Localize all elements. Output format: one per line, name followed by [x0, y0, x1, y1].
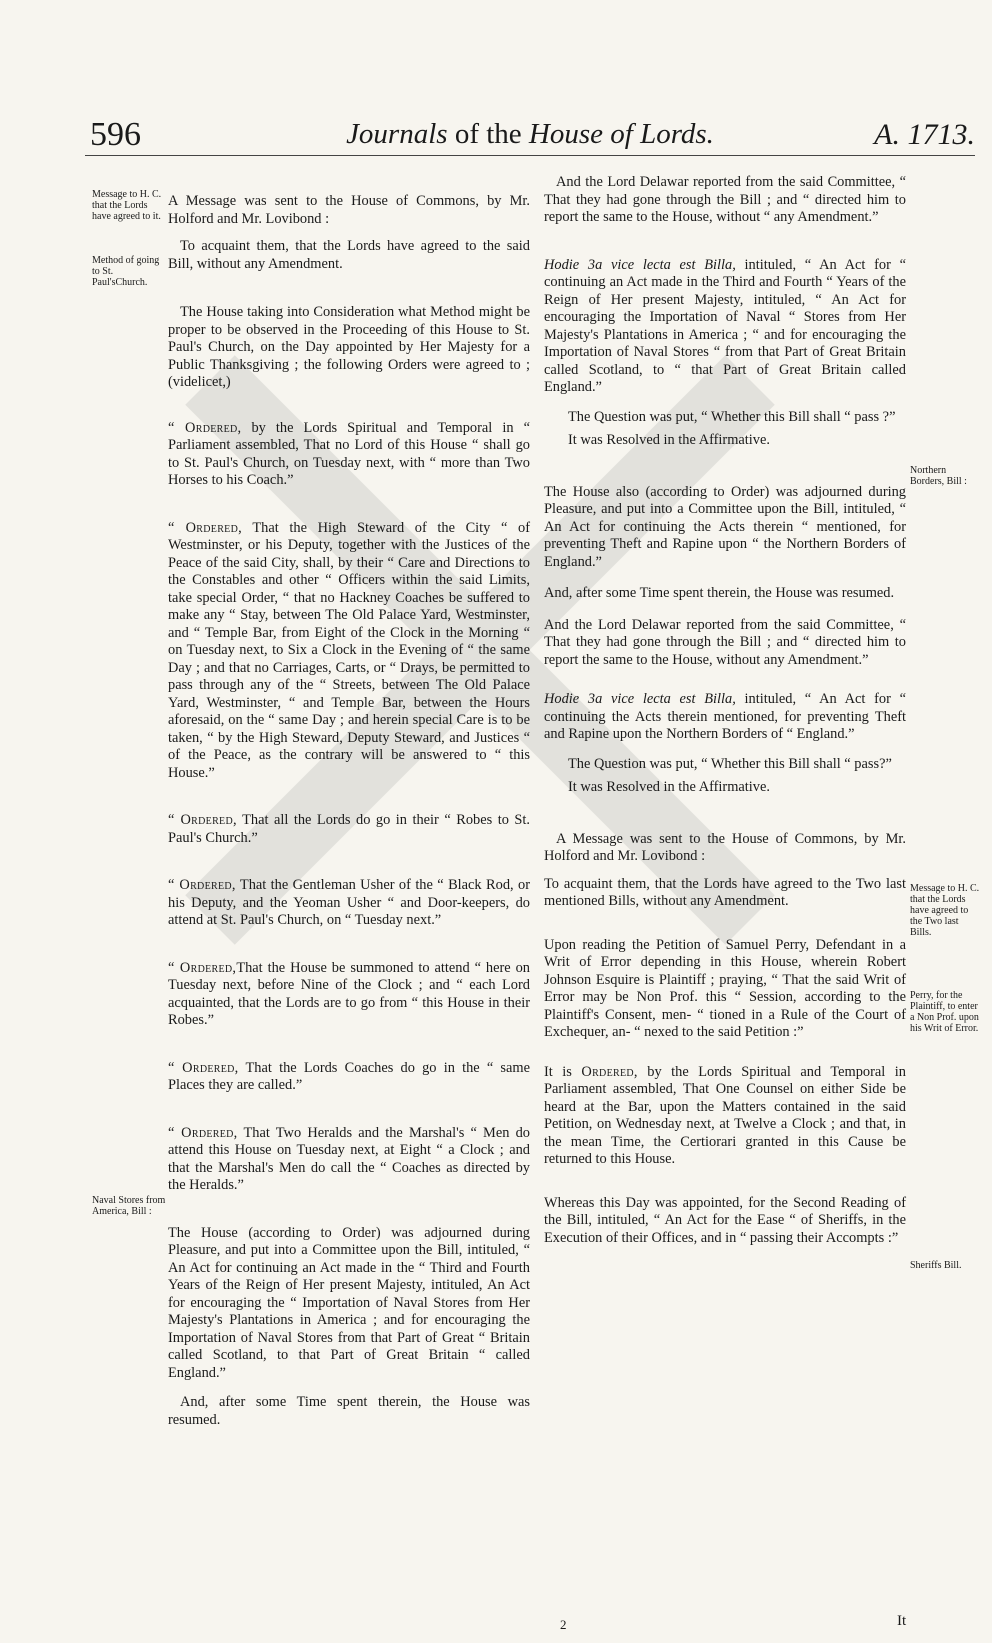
order-paragraph [168, 812, 530, 847]
paragraph: A Message was sent to the House of Commons, by Mr. Holford and Mr. Lovibond : [544, 830, 906, 864]
margin-note-message-two-bills: Message to H. C. that the Lords have agreed to the Two last Bills. [910, 883, 980, 938]
order-paragraph [168, 960, 530, 1030]
margin-note-message-hc: Message to H. C. that the Lords have agreed to it. [92, 189, 162, 222]
question-line: The Question was put, “ Whether this Bill shall “ pass ?” [568, 408, 896, 425]
title-of: of the [447, 118, 529, 150]
margin-note-perry: Perry, for the Plaintiff, to enter a Non Prof. upon his Writ of Error. [910, 990, 979, 1034]
order-paragraph [168, 1125, 530, 1195]
paragraph: The House (according to Order) was adjourned during Pleasure, and put into a Committee upon the Bill, intituled, “ An Act for continuing an Act made in the “ Third and Fourth Years of the Reign of Her present Majesty, intituled, An Act for encouraging the “ Importation of Naval Stores from Her Majesty's Plantations in America ; and for encouraging the Importation of Naval Stores from that Part of Great “ Britain called Scotland, to that Part of Great Britain “ called England.” [168, 1224, 530, 1381]
paragraph: The House taking into Consideration what Method might be proper to be observed in the Proceeding of this House to St. Paul's Church, on the Day appointed by Her Majesty for a Public Thanksgiving ; the following Orders were agreed to ; (videlicet,) [168, 304, 530, 390]
paragraph [544, 257, 906, 397]
paragraph-text: by the Lords Spiritual and Temporal in Parliament assembled, That One Counsel on either Side be heard at the Bar, upon the Matters contained in the said Petition, on Wednesday next, at Twelve a Clock ; and that, in the mean Time, the Certiorari granted in this Cause be returned to this House. [544, 1063, 906, 1167]
paragraph: And, after some Time spent therein, the House was resumed. [168, 1394, 530, 1428]
order-text: That the House be summoned to attend “ here on Tuesday next, before Nine of the Clock ; and “ each Lord acquainted, that the Lords are to go from “ this House in their Robes.” [168, 959, 530, 1028]
title-part1: Journals [346, 118, 448, 150]
question-line: The Question was put, “ Whether this Bill shall “ pass?” [568, 755, 892, 772]
order-heading: “ Ordered, [168, 419, 242, 436]
order-paragraph [168, 1060, 530, 1095]
paragraph: And the Lord Delawar reported from the said Committee, “ That they had gone through the Bill ; and “ directed him to report the same to the House, without any Amendment.” [544, 616, 906, 668]
right-column [544, 170, 906, 1247]
paragraph: And, after some Time spent therein, the House was resumed. [544, 585, 895, 601]
order-text: That all the Lords do go in their “ Robes to St. Paul's Church.” [168, 812, 530, 846]
paragraph: To acquaint them, that the Lords have agreed to the Two last mentioned Bills, without any Amendment. [544, 875, 906, 909]
order-text: That the High Steward of the City “ of Westminster, or his Deputy, together with the Justices of the Peace of the said City, shall, by their “ Care and Directions to the Constables and other “ Officers within the said Limits, take special Order, “ that no Hackney Coaches be suffered to make any “ Stay, between The Old Palace Yard, Westminster, and “ Temple Bar, from Eight of the Clock in the Morning “ on Tuesday next, to Six a Clock in the Evening of “ the same Day ; and that no Carriages, Carts, or “ Drays, be permitted to pass through any of the “ Streets, between The Old Palace Yard, Westminster, “ and Temple Bar, between the Hours aforesaid, on the “ same Day ; and herein special Care is to be taken, “ by the High Steward, Deputy Steward, and Justices “ of the Peace, as the contrary will be answered to “ this House.” [168, 519, 530, 781]
header-rule [85, 155, 975, 156]
paragraph: Whereas this Day was appointed, for the Second Reading of the Bill, intituled, “ An Act for the Ease “ of Sheriffs, in the Execution of their Offices, and in “ passing their Accompts :” [544, 1194, 906, 1246]
title-part2: House of Lords. [528, 118, 714, 150]
order-heading: “ Ordered, [168, 519, 243, 536]
paragraph-text: intituled, “ An Act for “ continuing an Act made in the Third and Fourth “ Years of the Reign of Her present Majesty, intituled, “ An Act for encouraging the Importation of Naval “ Stores from Her Majesty's Plantations in America ; “ and for encouraging the Importation of Naval Stores “ from that Part of Great Britain called Scotland, to “ that Part of Great Britain called England.” [544, 256, 906, 395]
signature-mark: 2 [560, 1617, 567, 1632]
order-paragraph [168, 520, 530, 783]
paragraph: A Message was sent to the House of Commons, by Mr. Holford and Mr. Lovibond : [168, 193, 530, 227]
journal-title [85, 118, 975, 151]
order-text: That the Gentleman Usher of the “ Black Rod, or his Deputy, and the Yeoman Usher “ and Door-keepers, do attend at St. Paul's Church, on “ Tuesday next.” [168, 877, 530, 928]
catchword: It [897, 1613, 907, 1629]
order-paragraph [168, 877, 530, 930]
order-paragraph [544, 1064, 906, 1169]
margin-note-stpauls: Method of going to St. Paul'sChurch. [92, 255, 160, 288]
paragraph-text: It is [544, 1063, 582, 1080]
left-column [168, 170, 530, 1429]
order-text: That the Lords Coaches do go in the “ same Places they are called.” [168, 1059, 530, 1093]
margin-note-naval-stores: Naval Stores from America, Bill : [92, 1195, 166, 1217]
order-heading: “ Ordered, [168, 1059, 239, 1076]
margin-note-sheriffs: Sheriffs Bill. [910, 1260, 962, 1271]
paragraph: And the Lord Delawar reported from the said Committee, “ That they had gone through the Bill ; and “ directed him to report the same to the House, without “ any Amendment.” [544, 174, 906, 225]
paragraph [544, 691, 906, 744]
order-heading: “ Ordered, [168, 1124, 238, 1141]
page-number: 596 [90, 116, 141, 153]
latin-heading: Hodie 3a vice lecta est Billa, [544, 691, 736, 707]
order-heading: “ Ordered, [168, 877, 236, 893]
order-heading: “ Ordered, [168, 812, 237, 828]
year-label: A. 1713. [874, 118, 975, 151]
paragraph-text: intituled, “ An Act for “ continuing the Acts therein mentioned, for preventing Theft and Rapine upon the Northern Borders of “ England.” [544, 691, 906, 742]
paragraph: To acquaint them, that the Lords have agreed to the said Bill, without any Amendment. [168, 238, 530, 272]
resolution-line: It was Resolved in the Affirmative. [568, 432, 770, 448]
order-heading: Ordered, [581, 1063, 638, 1080]
order-paragraph [168, 420, 530, 490]
paragraph: Upon reading the Petition of Samuel Perry, Defendant in a Writ of Error depending in this House, wherein Robert Johnson Esquire is Plaintiff ; praying, “ That the said Writ of Error may be Non Prof. this “ Session, according to the Plaintiff's Consent, men- “ tioned in a Rule of the Court of Exchequer, an- “ nexed to the said Petition :” [544, 936, 906, 1040]
margin-note-northern-borders: Northern Borders, Bill : [910, 465, 967, 487]
page-header [85, 108, 975, 158]
paragraph: The House also (according to Order) was adjourned during Pleasure, and put into a Committee upon the Bill, intituled, “ An Act for continuing the Acts therein “ mentioned, for preventing Theft and Rapine upon “ the Northern Borders of England.” [544, 483, 906, 570]
order-text: That Two Heralds and the Marshal's “ Men do attend this House on Tuesday next, at Eight “ a Clock ; and that the Marshal's Men do call the “ Coaches as directed by the Heralds.” [168, 1124, 530, 1193]
order-heading: “ Ordered, [168, 959, 237, 976]
latin-heading: Hodie 3a vice lecta est Billa, [544, 256, 736, 273]
order-text: by the Lords Spiritual and Temporal in “ Parliament assembled, That no Lord of this House “ shall go to St. Paul's Church, on Tuesday next, with “ more than Two Horses to his Coach.” [168, 419, 530, 488]
resolution-line: It was Resolved in the Affirmative. [568, 779, 770, 795]
